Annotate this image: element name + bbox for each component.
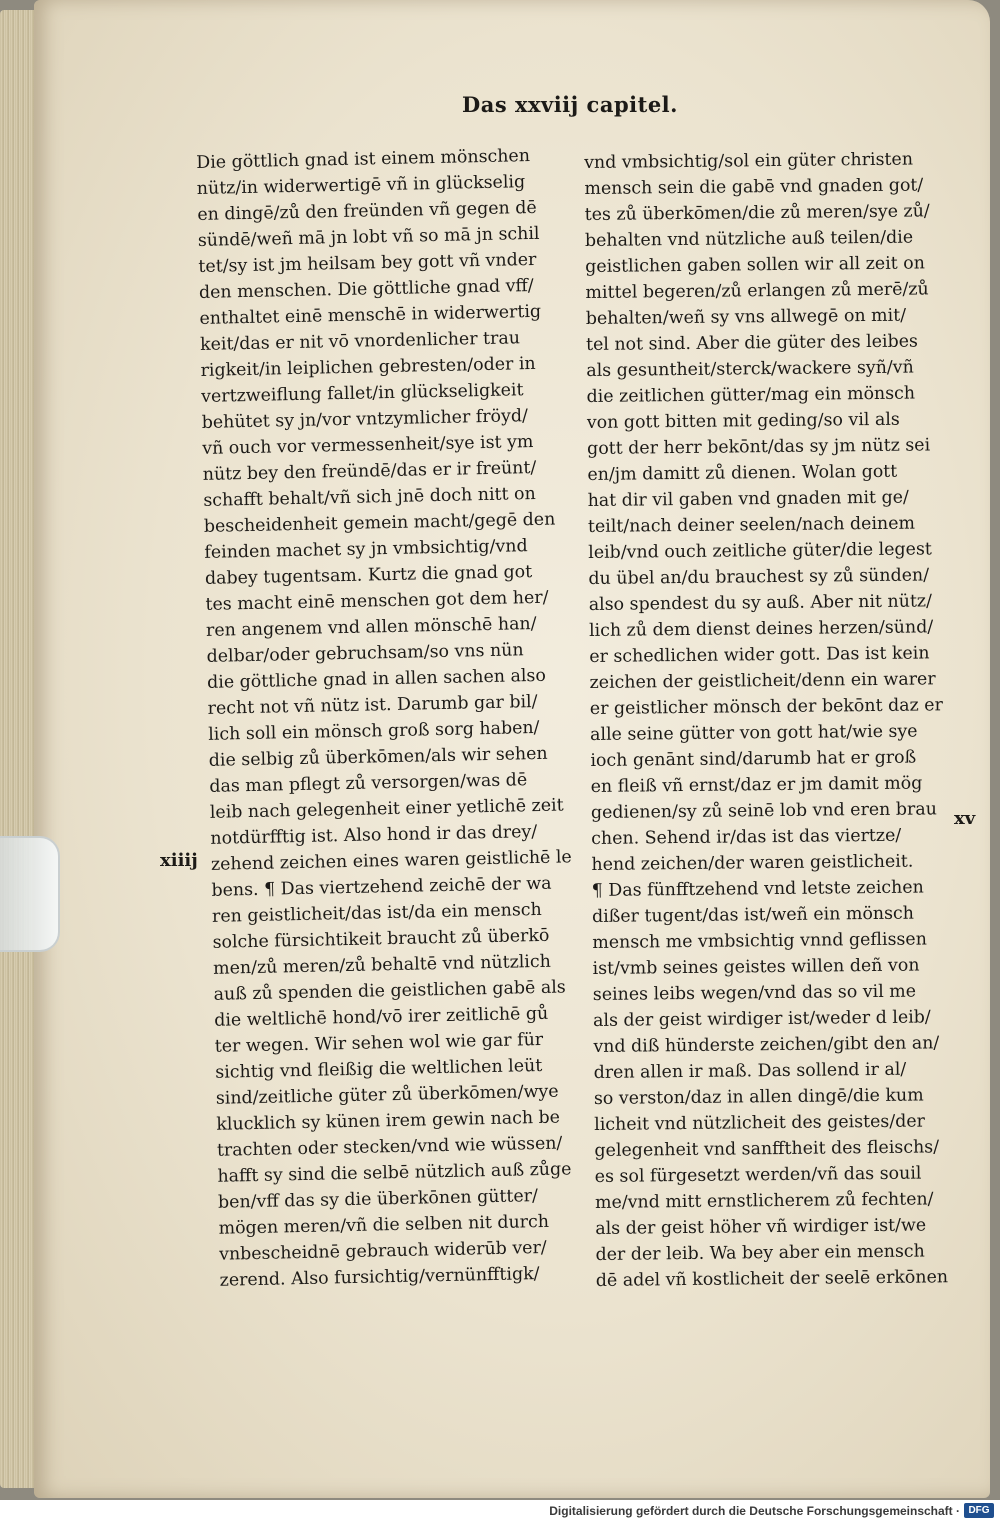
text-line: ist/vmb seines geistes willen deñ von: [592, 955, 920, 979]
text-line: en fleiß vñ ernst/daz er jm damit mög: [590, 773, 923, 797]
text-line: solche fürsichtikeit braucht zů überkō: [212, 925, 550, 953]
text-line: sündē/weñ mā jn lobt vñ so mā jn schil: [197, 223, 540, 251]
text-line: nütz/in widerwertigē vñ in glückselig: [196, 172, 526, 199]
text-line: seines leibs wegen/vnd das so vil me: [592, 981, 917, 1005]
text-line: gott der herr bekōnt/das sy jm nütz sei: [587, 435, 931, 459]
text-line: mittel begeren/zů erlangen zů merē/zů: [585, 279, 929, 303]
text-line: schafft behalt/vñ sich jnē doch nitt on: [203, 483, 536, 511]
text-line: es sol fürgesetzt werden/vñ das souil: [594, 1163, 922, 1187]
text-line: alle seine gütter von gott hat/wie sye: [590, 721, 918, 745]
text-line: die zeitlichen gütter/mag ein mönsch: [586, 383, 916, 407]
text-line: en/jm damitt zů dienen. Wolan gott: [587, 461, 898, 485]
text-line: also spendest du sy auß. Aber nit nütz/: [588, 591, 933, 615]
text-line: als der geist wirdiger ist/weder d leib/: [593, 1007, 931, 1031]
text-line: behalten vnd nützliche auß teilen/die: [584, 227, 914, 251]
text-line: rigkeit/in leiplichen gebresten/oder in: [200, 353, 536, 381]
text-line: sind/zeitliche güter zů überkōmen/wye: [215, 1081, 559, 1109]
chapter-header: Das xxviij capitel.: [462, 92, 678, 117]
text-line: teilt/nach deiner seelen/nach deinem: [587, 513, 916, 537]
text-line: enthaltet einē menschē in widerwertig: [199, 301, 542, 329]
text-line: ter wegen. Wir sehen wol wie gar für: [214, 1029, 544, 1057]
margin-note-right: xv: [954, 808, 976, 829]
text-line: dißer tugent/das ist/weñ ein mönsch: [591, 903, 915, 927]
text-line: zehend zeichen eines waren geistlichē le: [210, 847, 572, 875]
text-line: geistlichen gaben sollen wir all zeit on: [585, 253, 925, 277]
text-line: die göttliche gnad in allen sachen also: [206, 665, 547, 693]
text-line: feinden machet sy jn vmbsichtig/vnd: [204, 536, 528, 563]
text-line: mensch me vmbsichtig vnnd geflissen: [592, 929, 927, 953]
text-line: er schedlichen wider gott. Das ist kein: [589, 643, 930, 667]
text-line: du übel an/du brauchest sy zů sünden/: [588, 565, 930, 589]
text-line: delbar/oder gebruchsam/so vns nün: [206, 640, 524, 667]
text-line: behütet sy jn/vor vntzymlicher fröyd/: [201, 406, 529, 433]
text-line: die weltlichē hond/vō irer zeitlichē gů: [214, 1003, 549, 1031]
text-line: vnbescheidnē gebrauch widerūb ver/: [218, 1237, 547, 1265]
right-text-column: [584, 146, 960, 1294]
text-line: bescheidenheit gemein macht/gegē den: [203, 509, 556, 537]
text-line: lich zů dem dienst deines herzen/sünd/: [588, 617, 934, 641]
text-line: klucklich sy künen irem gewin nach be: [216, 1107, 561, 1135]
text-line: gedienen/sy zů seinē lob vnd eren brau: [590, 799, 937, 823]
text-line: ¶ Das fünfftzehend vnd letste zeichen: [591, 877, 924, 901]
text-line: nütz bey den freündē/das er ir freünt/: [202, 457, 537, 485]
text-line: von gott bitten mit geding/so vil als: [586, 409, 900, 433]
text-line: tes macht einē menschen got dem her/: [205, 587, 549, 615]
text-line: vñ ouch vor vermessenheit/sye ist ym: [202, 432, 534, 459]
text-line: leib nach gelegenheit einer yetlichē zeit: [209, 795, 564, 823]
text-line: vnd diß hünderste zeichen/gibt den an/: [593, 1033, 940, 1057]
text-line: ioch genānt sind/darumb hat er groß: [590, 747, 917, 771]
text-line: den menschen. Die göttliche gnad vff/: [198, 275, 534, 303]
text-line: als der geist höher vñ wirdiger ist/we: [595, 1215, 927, 1239]
text-line: Die göttlich gnad ist einem mönschen: [196, 146, 531, 173]
text-line: ren geistlicheit/das ist/da ein mensch: [211, 899, 542, 927]
text-line: das man pflegt zů versorgen/was dē: [209, 770, 528, 797]
text-line: die selbig zů überkōmen/als wir sehen: [208, 743, 548, 771]
text-line: me/vnd mitt ernstlicherem zů fechten/: [594, 1189, 934, 1213]
text-line: als gesuntheit/sterck/wackere syñ/vñ: [586, 357, 914, 381]
text-line: dabey tugentsam. Kurtz die gnad got: [204, 562, 533, 589]
dfg-logo: DFG: [964, 1503, 994, 1518]
text-line: dē adel vñ kostlicheit der seelē erkōnen: [595, 1267, 949, 1291]
text-line: zerend. Also fursichtig/vernünfftigk/: [219, 1264, 540, 1291]
text-line: en dingē/zů den freünden vñ gegen dē: [197, 197, 537, 225]
text-line: tes zů überkōmen/die zů meren/sye zů/: [584, 201, 930, 225]
text-line: mögen meren/vñ die selben nit durch: [218, 1211, 550, 1239]
text-line: men/zů meren/zů behaltē vnd nützlich: [212, 951, 552, 979]
text-line: vnd vmbsichtig/sol ein güter christen: [584, 149, 914, 173]
text-line: chen. Sehend ir/das ist das viertze/: [591, 825, 902, 849]
text-line: sichtig vnd fleißig die weltlichen leüt: [215, 1055, 543, 1083]
text-line: leib/vnd ouch zeitliche güter/die legest: [588, 539, 932, 563]
digitization-footer: [0, 1500, 1000, 1523]
text-line: licheit vnd nützlicheit des geistes/der: [594, 1111, 925, 1135]
text-line: notdürfftig ist. Also hond ir das drey/: [210, 822, 538, 849]
text-line: dren allen ir maß. Das sollend ir al/: [593, 1059, 907, 1083]
text-line: tel not sind. Aber die güter des leibes: [585, 331, 919, 355]
margin-note-left: xiiij: [160, 850, 198, 871]
text-line: auß zů spenden die geistlichen gabē als: [213, 977, 566, 1005]
text-line: hafft sy sind die selbē nützlich auß zůge: [217, 1159, 572, 1187]
text-line: zeichen der geistlicheit/denn ein warer: [589, 669, 936, 693]
text-line: er geistlicher mönsch der bekōnt daz er: [589, 695, 943, 719]
text-line: trachten oder stecken/vnd wie wüssen/: [216, 1133, 563, 1161]
text-line: mensch sein die gabē vnd gnaden got/: [584, 175, 924, 199]
text-line: ben/vff das sy die überkōnen gütter/: [217, 1186, 539, 1213]
text-line: behalten/weñ sy vns allwegē on mit/: [585, 305, 907, 329]
text-line: gelegenheit vnd sanfftheit des fleischs/: [594, 1137, 940, 1161]
left-text-column: [196, 142, 598, 1294]
page-clip: [0, 836, 60, 952]
text-line: tet/sy ist jm heilsam bey gott vñ vnder: [198, 249, 537, 277]
text-line: keit/das er nit vō vnordenlicher trau: [199, 328, 521, 355]
text-line: so verston/daz in allen dingē/die kum: [593, 1085, 924, 1109]
text-line: der der leib. Wa bey aber ein mensch: [595, 1241, 925, 1265]
text-line: ren angenem vnd allen mönschē han/: [205, 613, 537, 641]
text-line: bens. ¶ Das viertzehend zeichē der wa: [211, 873, 552, 901]
text-line: hend zeichen/der waren geistlicheit.: [591, 851, 914, 875]
text-line: recht not vñ nütz ist. Darumb gar bil/: [207, 691, 538, 719]
text-line: vertzweiflung fallet/in glückseligkeit: [200, 380, 524, 407]
text-line: lich soll ein mönsch groß sorg haben/: [208, 717, 540, 745]
text-line: hat dir vil gaben vnd gnaden mit ge/: [587, 487, 909, 511]
funding-credit: Digitalisierung gefördert durch die Deutsche Forschungsgemeinschaft ·: [549, 1504, 960, 1518]
